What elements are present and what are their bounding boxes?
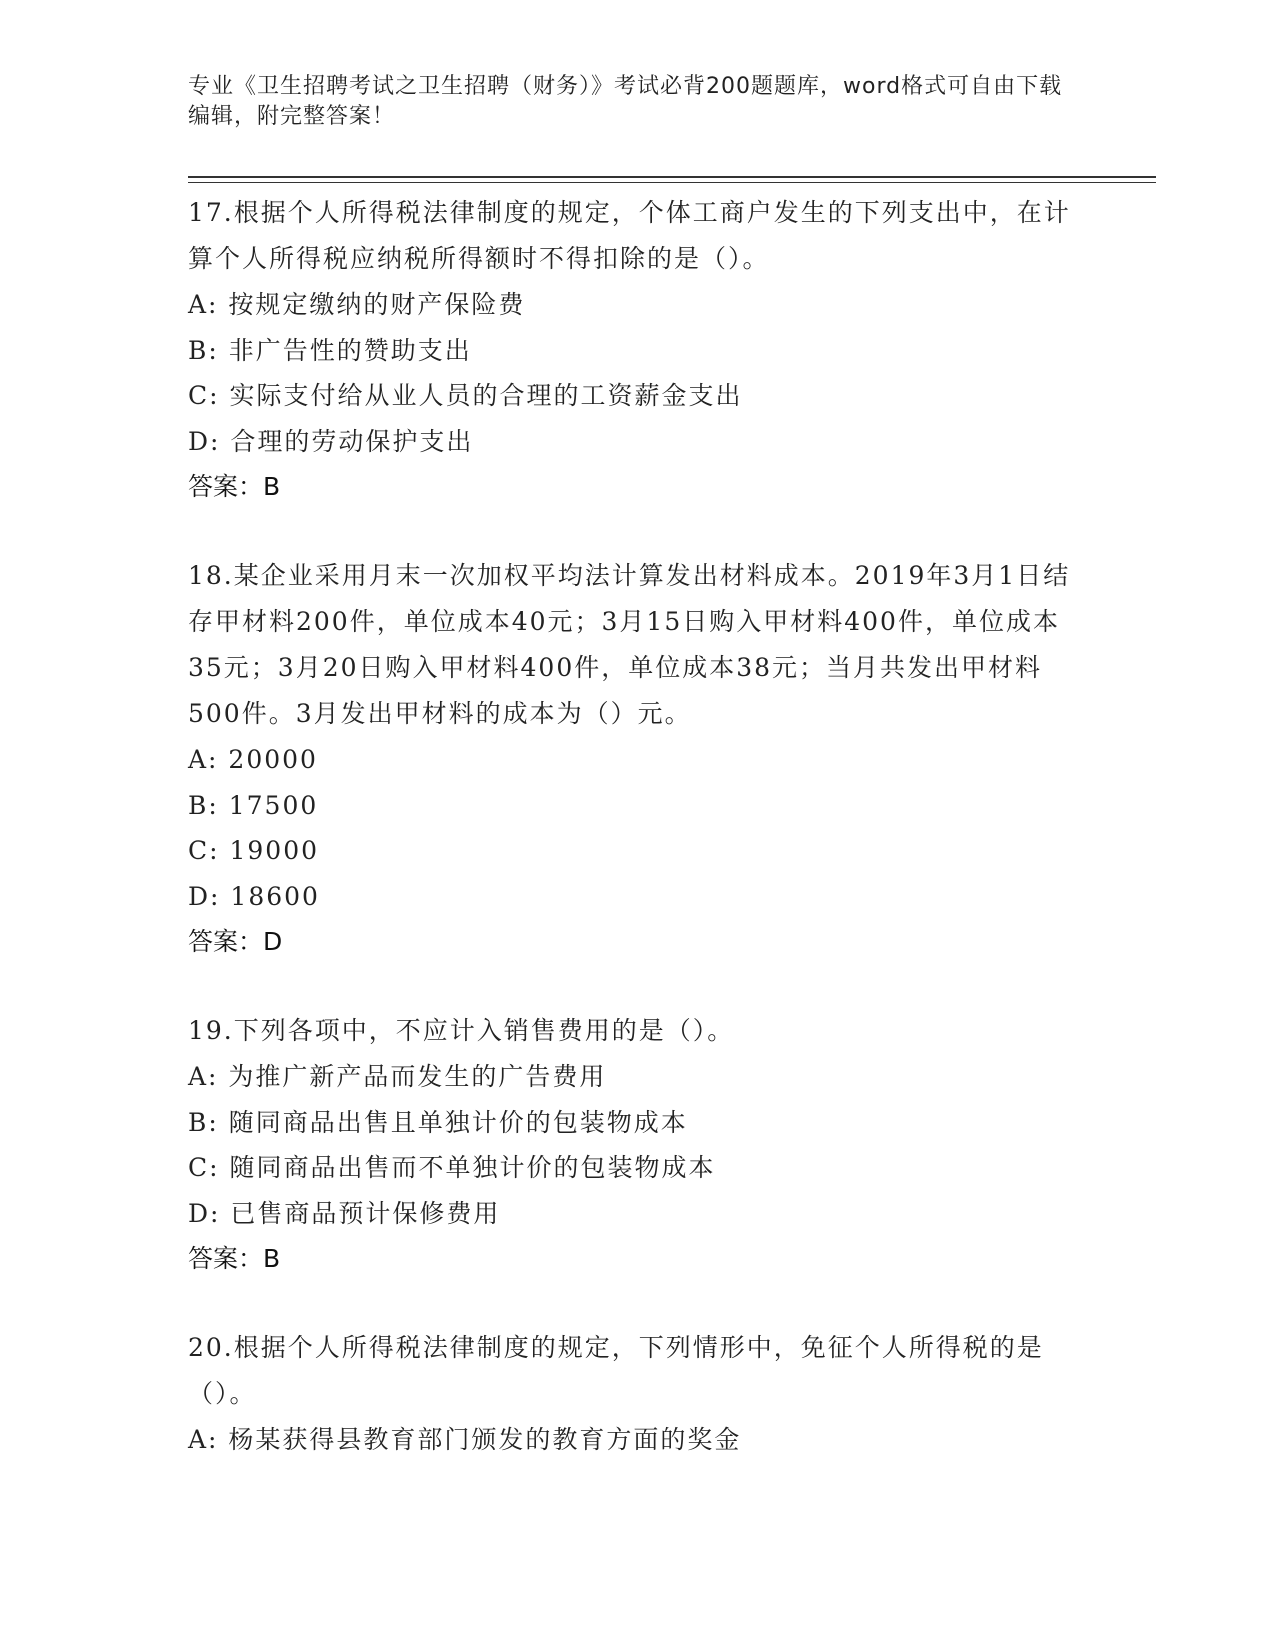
question-18 — [188, 553, 1088, 964]
option-d: D: 已售商品预计保修费用 — [188, 1198, 501, 1228]
question-list — [188, 190, 1088, 1507]
answer-line: 答案：B — [188, 1244, 281, 1273]
option-a: A: 按规定缴纳的财产保险费 — [188, 290, 526, 319]
option-d: D: 合理的劳动保护支出 — [188, 426, 474, 456]
question-stem: 19.下列各项中，不应计入销售费用的是（）。 — [188, 1016, 735, 1045]
question-17 — [188, 190, 1088, 509]
question-20 — [188, 1325, 1088, 1463]
question-19 — [188, 1008, 1088, 1281]
document-header: 专业《卫生招聘考试之卫生招聘（财务）》考试必背200题题库，word格式可自由下载编辑，附完整答案！ — [188, 74, 1063, 129]
header-divider-thick — [188, 176, 1156, 178]
option-b: B: 17500 — [188, 790, 319, 820]
option-c: C: 19000 — [188, 836, 320, 865]
option-b: B: 随同商品出售且单独计价的包装物成本 — [188, 1107, 688, 1137]
option-c: C: 实际支付给从业人员的合理的工资薪金支出 — [188, 381, 743, 410]
option-a: A: 杨某获得县教育部门颁发的教育方面的奖金 — [188, 1425, 742, 1454]
option-d: D: 18600 — [188, 881, 320, 911]
question-stem: 18.某企业采用月末一次加权平均法计算发出材料成本。2019年3月1日结存甲材料200件，单位成本40元；3月15日购入甲材料400件，单位成本35元；3月20日购入甲材料400件，单位成本38元；当月共发出甲材料500件。3月发出甲材料的成本为（）元。 — [188, 561, 1071, 728]
question-stem: 20.根据个人所得税法律制度的规定，下列情形中，免征个人所得税的是（）。 — [188, 1333, 1044, 1408]
option-a: A: 为推广新产品而发生的广告费用 — [188, 1062, 607, 1091]
answer-line: 答案：B — [188, 472, 281, 501]
option-a: A: 20000 — [188, 745, 318, 774]
question-stem: 17.根据个人所得税法律制度的规定，个体工商户发生的下列支出中，在计算个人所得税应纳税所得额时不得扣除的是（）。 — [188, 198, 1071, 273]
header-divider-thin — [188, 182, 1156, 183]
answer-line: 答案：D — [188, 927, 283, 956]
option-c: C: 随同商品出售而不单独计价的包装物成本 — [188, 1153, 716, 1182]
option-b: B: 非广告性的赞助支出 — [188, 335, 472, 365]
